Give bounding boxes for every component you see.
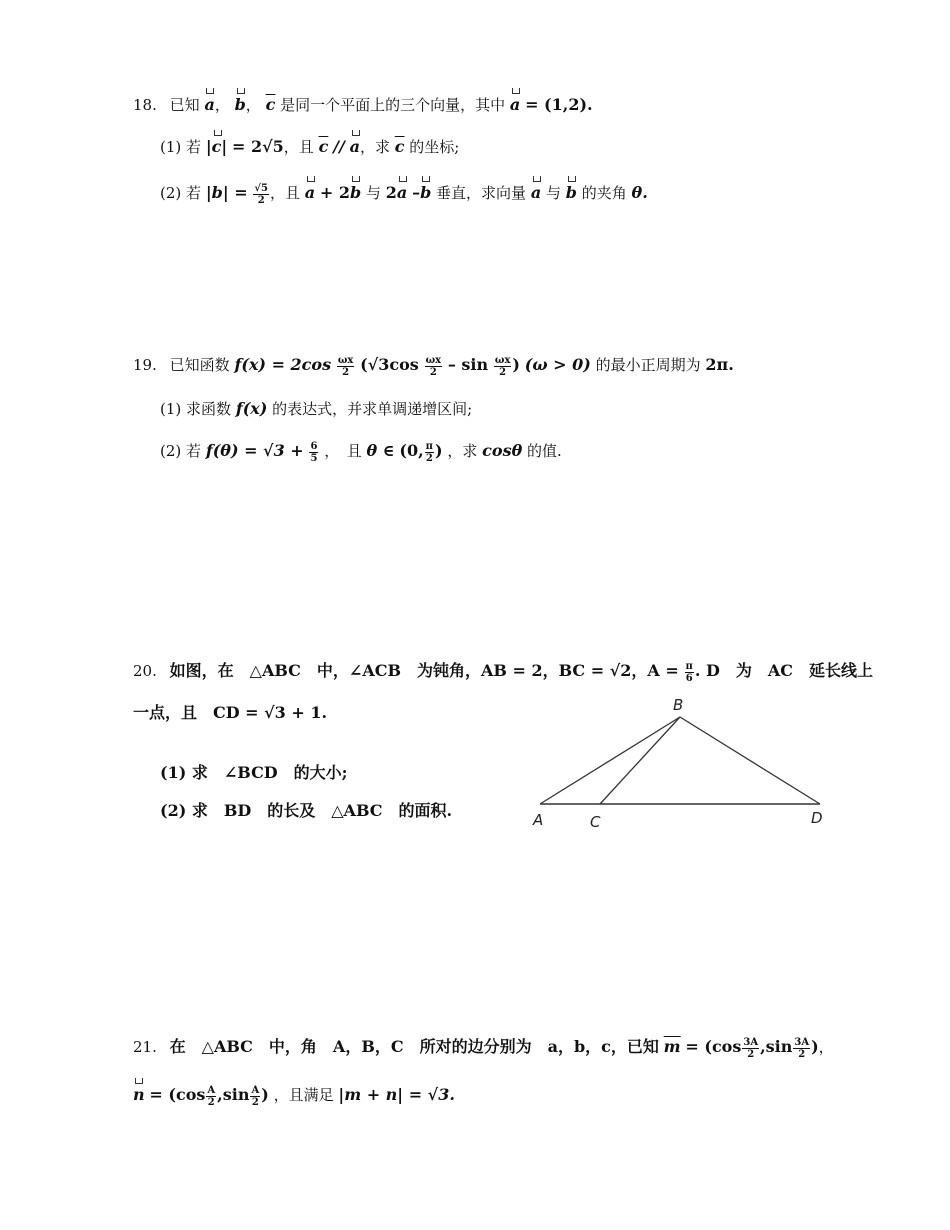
q21-stem: 21. 在 △ABC 中，角 A，B，C 所对的边分别为 a，b，c，已知 $\overline{m} = (\cos$ $\frac{3A}{2}$ ,sin $\frac{3A}{2}$ )，	[133, 1036, 834, 1060]
q20-line2: 一点，且 CD = √3 + 1.	[133, 703, 328, 722]
q19-part2: (2) 若 f(θ) = √3 + $\frac{6}{5}$ ， 且 θ ∈ (0, $\frac{\pi}{2}$ ) ，求 cosθ 的值.	[160, 440, 562, 464]
label-C: C	[590, 813, 601, 831]
q21-line2: n = (cos $\frac{A}{2}$ ,sin $\frac{A}{2}$ ) ，且满足 |m + n| = √3.	[133, 1084, 455, 1108]
triangle-figure	[525, 697, 845, 837]
q20-stem: 20. 如图，在 △ABC 中，∠ACB 为钝角，AB = 2，BC = √2，A = $\frac{\pi}{6}$ . D 为 AC 延长线上	[133, 660, 874, 684]
side-BD	[680, 717, 820, 804]
q19-stem: 19. 已知函数 f(x) = 2cos $\frac{\omega x}{2}$ (√3cos $\frac{\omega x}{2}$ – sin $\frac{\omega x}{2}$ ) (ω > 0) 的最小正周期为 2π.	[133, 354, 734, 378]
q18-part1: (1) 若 |c| = 2√5，且 $\overline{c}$ // a，求 $\overline{c}$ 的坐标;	[160, 137, 460, 156]
side-AB	[540, 717, 680, 804]
label-D: D	[811, 809, 823, 827]
q18-part2: (2) 若 |b| = $\frac{√5}{2}$ ，且 a + 2b 与 2a –b 垂直，求向量 a 与 b 的夹角 θ.	[160, 182, 648, 206]
q20-part1: (1) 求 ∠BCD 的大小;	[160, 763, 348, 782]
label-B: B	[673, 697, 684, 714]
label-A: A	[533, 811, 544, 829]
q18-stem: 18. 已知 a， b， $\overline{c}$ 是同一个平面上的三个向量，其中 a = (1,2).	[133, 95, 593, 114]
side-BC	[600, 717, 680, 804]
q20-part2: (2) 求 BD 的长及 △ABC 的面积.	[160, 801, 453, 820]
q19-part1: (1) 求函数 f(x) 的表达式，并求单调递增区间;	[160, 399, 473, 418]
